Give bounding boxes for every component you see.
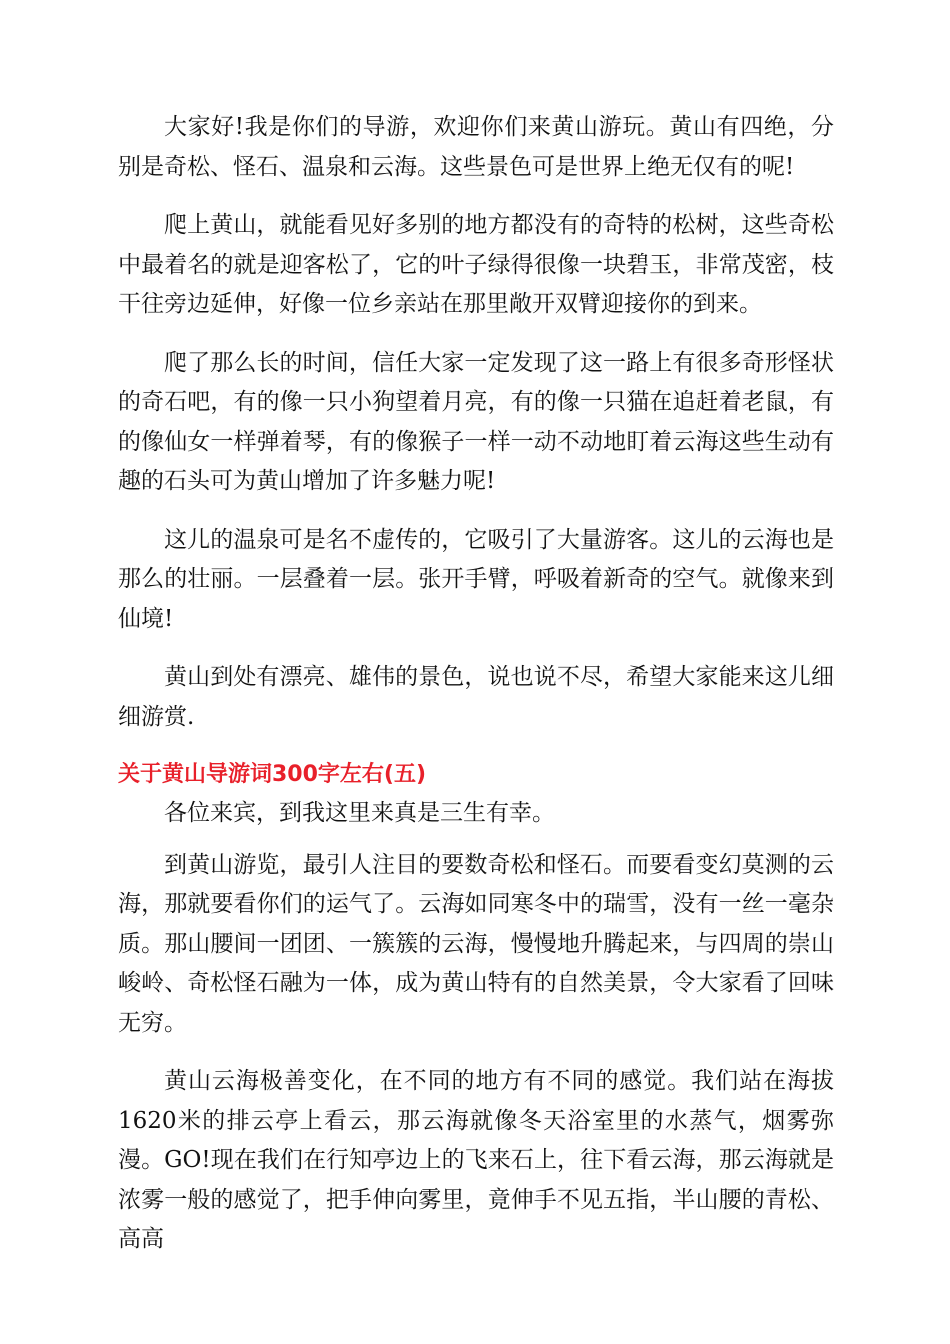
paragraph-closing: 黄山到处有漂亮、雄伟的景色，说也说不尽，希望大家能来这儿细细游赏. xyxy=(118,664,834,730)
paragraph-sea-of-clouds: 到黄山游览，最引人注目的要数奇松和怪石。而要看变幻莫测的云海，那就要看你们的运气了。云海如同寒冬中的瑞雪，没有一丝一毫杂质。那山腰间一团团、一簇簇的云海，慢慢地升腾起来，与四周的崇山峻岭、奇松怪石融为一体，成为黄山特有的自然美景，令大家看了回味无穷。 xyxy=(118,851,834,1036)
paragraph-greeting: 大家好!我是你们的导游，欢迎你们来黄山游玩。黄山有四绝，分别是奇松、怪石、温泉和云海。这些景色可是世界上绝无仅有的呢! xyxy=(118,114,834,180)
paragraph-cloud-changes: 黄山云海极善变化，在不同的地方有不同的感觉。我们站在海拔1620米的排云亭上看云，那云海就像冬天浴室里的水蒸气，烟雾弥漫。GO!现在我们在行知亭边上的飞来石上，往下看云海，那云海就是浓雾一般的感觉了，把手伸向雾里，竟伸手不见五指，半山腰的青松、高高 xyxy=(118,1068,834,1252)
document-page xyxy=(118,108,834,1279)
section-heading: 关于黄山导游词300字左右(五) xyxy=(118,762,427,787)
paragraph-pines: 爬上黄山，就能看见好多别的地方都没有的奇特的松树，这些奇松中最着名的就是迎客松了，它的叶子绿得很像一块碧玉，非常茂密，枝干往旁边延伸，好像一位乡亲站在那里敞开双臂迎接你的到来。 xyxy=(118,212,834,317)
paragraph-welcome: 各位来宾，到我这里来真是三生有幸。 xyxy=(164,800,555,826)
paragraph-rocks: 爬了那么长的时间，信任大家一定发现了这一路上有很多奇形怪状的奇石吧，有的像一只小狗望着月亮，有的像一只猫在追赶着老鼠，有的像仙女一样弹着琴，有的像猴子一样一动不动地盯着云海这些生动有趣的石头可为黄山增加了许多魅力呢! xyxy=(118,349,834,494)
paragraph-hot-springs: 这儿的温泉可是名不虚传的，它吸引了大量游客。这儿的云海也是那么的壮丽。一层叠着一层。张开手臂，呼吸着新奇的空气。就像来到仙境! xyxy=(118,526,834,632)
